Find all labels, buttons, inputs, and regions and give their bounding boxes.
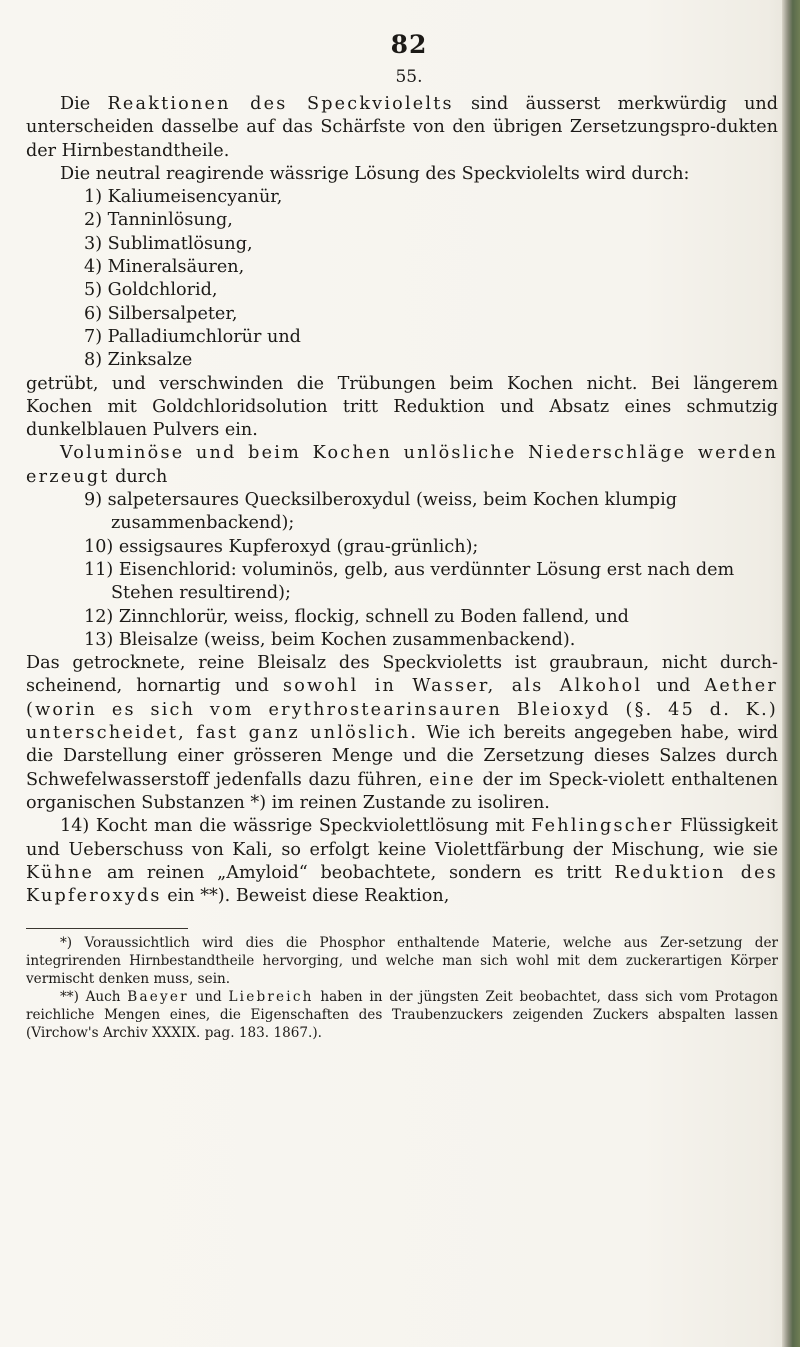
emphasis-text: Reaktionen des Speckviolelts: [107, 94, 454, 114]
paragraph-lead-salt: [26, 652, 778, 815]
footnote-2: [26, 989, 778, 1043]
list-item: 4) Mineralsäuren,: [84, 257, 245, 278]
emphasis-text: eine: [429, 769, 476, 790]
list-item: 10) essigsaures Kupferoxyd (grau-grünlich);: [84, 536, 479, 557]
list-item: 1) Kaliumeisencyanür,: [84, 187, 283, 208]
paragraph-precipitates: [26, 442, 778, 489]
footnote-divider: [26, 928, 188, 929]
paragraph-turbidity: getrübt, und verschwinden die Trübungen beim Kochen nicht. Bei längerem Kochen mit Goldchloridsolution tritt Reduktion und Absatz eines schmutzig dunkelblauen Pulvers ein.: [26, 373, 778, 441]
author-name: Liebreich: [228, 989, 314, 1006]
footnotes: [26, 935, 778, 1042]
paragraph-reactions: [26, 93, 778, 163]
text: und: [195, 989, 222, 1006]
page-number: 82: [390, 30, 428, 59]
reagent-list-1: [26, 186, 778, 372]
list-item: 8) Zinksalze: [84, 350, 193, 371]
text: ein **). Beweist diese Reaktion,: [167, 886, 450, 907]
emphasis-text: Aether (worin es sich vom erythrostearinsauren Bleioxyd (§. 45 d. K.) unterscheidet, fast ganz unlöslich.: [26, 676, 779, 744]
text: haben in der jüngsten Zeit beobachtet, dass sich vom Protagon reichliche Mengen eines, die Eigenschaften des Traubenzuckers zeigenden Zuckers abspalten lassen (Virchow's Archiv XXXIX. pag. 183. 1867.).: [26, 989, 778, 1041]
paragraph-solution: Die neutral reagirende wässrige Lösung des Speckviolelts wird durch:: [60, 163, 690, 184]
author-name: Baeyer: [127, 989, 189, 1006]
text: durch: [115, 466, 168, 487]
list-item: 7) Palladiumchlorür und: [84, 326, 301, 347]
text: **) Auch: [60, 989, 121, 1006]
footnote-1: *) Voraussichtlich wird dies die Phosphor enthaltende Materie, welche aus Zer-setzung der integrirenden Hirnbestandtheile hervorging, und welche man sich wohl mit dem zuckerartigen Körper vermischt denken muss, sein.: [26, 935, 778, 988]
emphasis-text: Voluminöse und beim Kochen unlösliche Niederschläge werden erzeugt: [26, 443, 778, 487]
list-item: 13) Bleisalze (weiss, beim Kochen zusammenbackend).: [84, 629, 576, 650]
text: der im Speck-violett enthaltenen organischen Substanzen *) im reinen Zustande zu isoliren.: [26, 769, 779, 813]
list-item: 11) Eisenchlorid: voluminös, gelb, aus verdünnter Lösung erst nach dem Stehen resultirend);: [84, 559, 735, 604]
page-content: [26, 30, 778, 1043]
list-item: 5) Goldchlorid,: [84, 280, 218, 301]
text: Die: [60, 94, 91, 114]
text: 14) Kocht man die wässrige Speckviolettlösung mit: [60, 816, 525, 837]
list-item: 2) Tanninlösung,: [84, 210, 233, 231]
list-item: 6) Silbersalpeter,: [84, 303, 238, 324]
list-item: 12) Zinnchlorür, weiss, flockig, schnell zu Boden fallend, und: [84, 606, 629, 627]
emphasis-text: Reduktion des Kupferoxyds: [26, 862, 779, 907]
emphasis-text: Fehlingscher: [531, 816, 674, 837]
text: Flüssigkeit und Ueberschuss von Kali, so erfolgt keine Violettfärbung der Mischung, wie sie: [26, 816, 779, 860]
text: am reinen „Amyloid“ beobachtete, sondern es tritt: [106, 862, 602, 883]
section-number: 55.: [395, 67, 423, 87]
list-item: 9) salpetersaures Quecksilberoxydul (weiss, beim Kochen klumpig zusammenbackend);: [84, 490, 677, 534]
text: Das getrocknete, reine Bleisalz des Speckvioletts ist graubraun, nicht durch-scheinend, hornartig und: [26, 653, 778, 697]
emphasis-text: Kühne: [26, 862, 95, 883]
list-item: 3) Sublimatlösung,: [84, 233, 253, 254]
text: Wie ich bereits angegeben habe, wird die Darstellung einer grösseren Menge und die Zersetzung dieses Salzes durch Schwefelwasserstoff jedenfalls dazu führen,: [26, 723, 779, 790]
emphasis-text: sowohl in Wasser, als Alkohol: [282, 676, 643, 697]
reagent-list-2: [26, 489, 778, 652]
book-spine-edge: [782, 0, 800, 1347]
paragraph-fehling: [26, 815, 778, 908]
text: und: [656, 676, 691, 697]
text: sind äusserst merkwürdig und unterscheiden dasselbe auf das Schärfste von den übrigen Zersetzungspro-dukten der Hirnbestandtheile.: [26, 94, 779, 161]
